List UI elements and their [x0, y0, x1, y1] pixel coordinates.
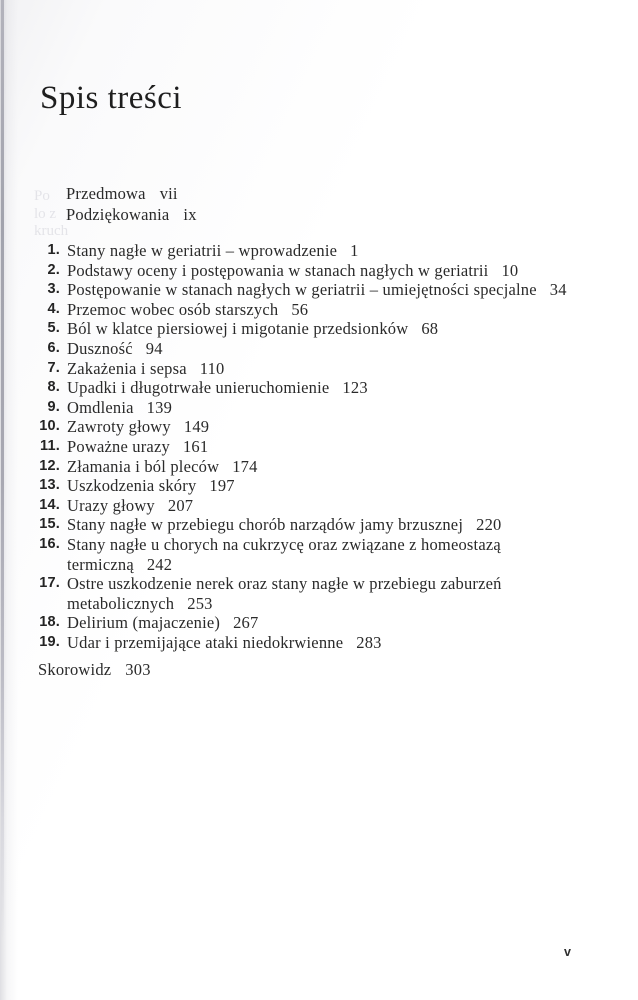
chapter-title: Delirium (majaczenie) 267 — [67, 613, 259, 633]
toc-item — [0, 319, 630, 339]
toc-item — [0, 241, 630, 261]
chapter-number: 17. — [39, 575, 60, 592]
chapter-number: 4. — [47, 300, 60, 317]
folio-page-number: v — [564, 945, 571, 959]
show-through-fragment: Po — [34, 188, 50, 204]
chapter-page-number: 10 — [501, 260, 519, 280]
frontmatter-label: Przedmowa — [66, 184, 146, 203]
page-title: Spis treści — [40, 80, 183, 116]
chapter-number: 1. — [47, 242, 60, 258]
chapter-page-number: 283 — [356, 632, 382, 652]
chapter-number: 14. — [39, 496, 60, 513]
chapter-title: Udar i przemijające ataki niedokrwienne 283 — [67, 632, 382, 652]
index-entry — [38, 660, 151, 680]
chapter-number: 18. — [39, 614, 60, 631]
toc-item — [0, 437, 630, 457]
chapter-number: 13. — [39, 477, 60, 494]
toc-item — [0, 574, 630, 613]
chapter-title: Stany nagłe w przebiegu chorób narządów jamy brzusznej 220 — [67, 515, 502, 535]
toc-item — [0, 378, 630, 398]
chapter-page-number: 161 — [182, 436, 209, 456]
chapter-number: 5. — [47, 320, 60, 337]
toc-item — [0, 261, 630, 281]
chapter-page-number: 110 — [199, 358, 225, 378]
chapter-number: 11. — [40, 437, 60, 454]
chapter-page-number: 123 — [342, 378, 368, 398]
chapter-number: 7. — [47, 359, 60, 376]
chapter-number: 16. — [39, 535, 60, 552]
chapter-title: Stany nagłe w geriatrii – wprowadzenie 1 — [67, 241, 359, 260]
chapter-number: 2. — [47, 261, 60, 278]
toc-item — [0, 398, 630, 418]
chapter-page-number: 56 — [291, 299, 309, 319]
chapter-page-number: 207 — [167, 495, 194, 515]
show-through-fragment: kruch — [34, 223, 69, 239]
chapter-title: Upadki i długotrwałe unieruchomienie 123 — [67, 378, 368, 398]
chapter-number: 6. — [47, 339, 60, 356]
toc-item — [0, 359, 630, 379]
toc-item — [0, 476, 630, 496]
chapter-title: Stany nagłe u chorych na cukrzycę oraz związane z homeostazą termiczną 242 — [67, 534, 501, 574]
chapter-page-number: 220 — [476, 515, 502, 535]
chapter-page-number: 1 — [350, 241, 359, 260]
chapter-page-number: 94 — [145, 338, 163, 358]
chapter-title: Ból w klatce piersiowej i migotanie przedsionków 68 — [67, 319, 439, 339]
chapter-page-number: 267 — [233, 613, 259, 633]
chapter-title: Duszność 94 — [67, 338, 163, 358]
frontmatter-page-number: ix — [183, 204, 197, 224]
chapter-title: Poważne urazy 161 — [67, 436, 209, 456]
chapter-title: Podstawy oceny i postępowania w stanach nagłych w geriatrii 10 — [67, 260, 519, 280]
chapter-title: Przemoc wobec osób starszych 56 — [67, 299, 309, 319]
chapter-number: 8. — [47, 379, 60, 396]
chapter-title: Omdlenia 139 — [67, 397, 173, 417]
chapter-title: Urazy głowy 207 — [67, 495, 194, 515]
chapter-title: Uszkodzenia skóry 197 — [67, 476, 235, 496]
chapter-number: 9. — [47, 398, 60, 415]
chapter-page-number: 197 — [209, 476, 235, 496]
toc-item — [0, 417, 630, 437]
chapter-page-number: 34 — [549, 280, 567, 300]
toc-item — [0, 280, 630, 300]
toc-item — [0, 515, 630, 535]
chapter-title: Zakażenia i sepsa 110 — [67, 358, 225, 378]
chapter-page-number: 149 — [183, 417, 210, 437]
chapter-title: Ostre uszkodzenie nerek oraz stany nagłe w przebiegu zaburzeń metabolicznych 253 — [67, 574, 502, 613]
chapter-page-number: 174 — [232, 456, 258, 476]
chapter-page-number: 242 — [146, 554, 173, 574]
frontmatter-item — [66, 205, 197, 226]
chapter-number: 12. — [39, 457, 60, 474]
chapter-title: Postępowanie w stanach nagłych w geriatrii – umiejętności specjalne 34 — [67, 280, 567, 300]
toc-item — [0, 633, 630, 653]
chapter-number: 10. — [39, 418, 60, 435]
chapter-title: Złamania i ból pleców 174 — [67, 456, 258, 476]
chapter-page-number: 253 — [187, 593, 213, 613]
chapter-number: 15. — [39, 516, 60, 533]
toc-item — [0, 457, 630, 477]
chapter-page-number: 68 — [421, 319, 439, 339]
show-through-fragment: lo z — [34, 206, 57, 222]
toc-item — [0, 535, 630, 574]
chapter-number: 19. — [39, 633, 60, 650]
toc-item — [0, 613, 630, 633]
frontmatter-list — [66, 184, 197, 225]
chapter-number: 3. — [47, 281, 60, 298]
toc-list — [0, 241, 630, 652]
chapter-title: Zawroty głowy 149 — [67, 417, 210, 437]
toc-item — [0, 496, 630, 516]
chapter-page-number: 139 — [146, 397, 173, 417]
index-label: Skorowidz — [38, 660, 112, 679]
frontmatter-item — [66, 184, 197, 205]
frontmatter-page-number: vii — [159, 184, 178, 203]
toc-item — [0, 339, 630, 359]
toc-item — [0, 300, 630, 320]
index-page-number: 303 — [125, 660, 151, 679]
frontmatter-label: Podziękowania — [66, 204, 170, 224]
